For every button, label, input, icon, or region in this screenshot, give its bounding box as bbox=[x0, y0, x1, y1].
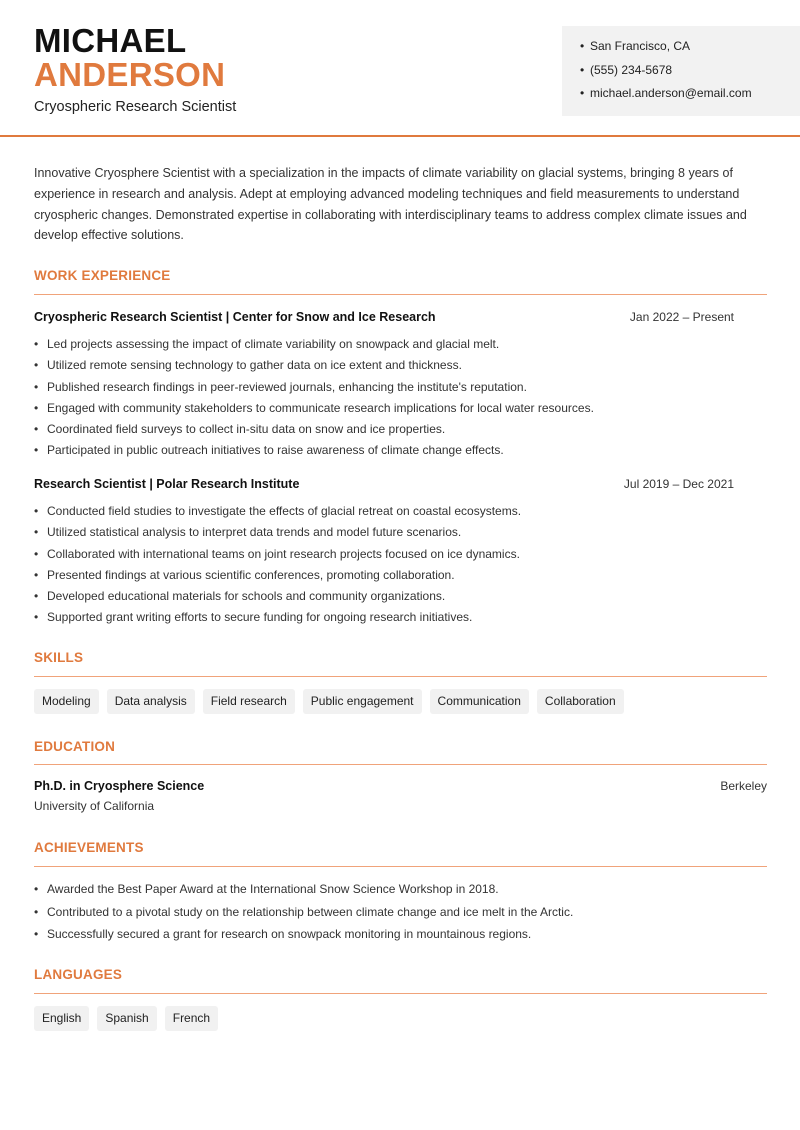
language-chip: Spanish bbox=[97, 1006, 156, 1031]
section-title-languages: LANGUAGES bbox=[34, 967, 123, 982]
list-item: • Coordinated field surveys to collect in-situ data on snow and ice properties. bbox=[34, 421, 774, 442]
education-school: University of California bbox=[34, 799, 155, 813]
resume-header bbox=[0, 0, 800, 137]
section-title-achievements: ACHIEVEMENTS bbox=[34, 840, 144, 855]
list-item: • Engaged with community stakeholders to communicate research implications for local water resources. bbox=[34, 400, 774, 421]
list-item: • Awarded the Best Paper Award at the International Snow Science Workshop in 2018. bbox=[34, 881, 774, 904]
contact-email: • michael.anderson@email.com bbox=[580, 86, 752, 100]
bullet-icon: • bbox=[580, 39, 585, 53]
contact-location: • San Francisco, CA bbox=[580, 39, 691, 53]
first-name: MICHAEL bbox=[34, 22, 187, 59]
skill-chip: Field research bbox=[203, 689, 295, 714]
education-location: Berkeley bbox=[720, 779, 767, 793]
list-item: • Utilized remote sensing technology to gather data on ice extent and thickness. bbox=[34, 357, 774, 378]
section-title-skills: SKILLS bbox=[34, 650, 84, 665]
last-name: ANDERSON bbox=[34, 56, 226, 93]
contact-phone: • (555) 234-5678 bbox=[580, 62, 673, 77]
job-heading: Cryospheric Research Scientist | Center for Snow and Ice Research Jan 2022 – Present bbox=[34, 310, 734, 324]
bullet-icon: • bbox=[580, 86, 585, 100]
skill-chip: Public engagement bbox=[303, 689, 422, 714]
section-divider bbox=[34, 764, 767, 765]
section-divider bbox=[34, 676, 767, 677]
languages-list bbox=[34, 1006, 218, 1031]
list-item: • Led projects assessing the impact of climate variability on snowpack and glacial melt. bbox=[34, 336, 774, 357]
skills-list bbox=[34, 689, 624, 714]
summary: Innovative Cryosphere Scientist with a specialization in the impacts of climate variability on glacial systems, bringing 8 years of experience in research and analysis. Adept at employing advanced modeling techniques and field measurements to understand cryospheric changes. Demonstrated expertise in collaborating with interdisciplinary teams to address complex climate issues and develop effective solutions. bbox=[34, 166, 747, 243]
skill-chip: Communication bbox=[430, 689, 529, 714]
list-item: • Participated in public outreach initiatives to raise awareness of climate change effects. bbox=[34, 442, 774, 463]
list-item: • Successfully secured a grant for research on snowpack monitoring in mountainous regions. bbox=[34, 926, 774, 949]
job-heading: Research Scientist | Polar Research Institute Jul 2019 – Dec 2021 bbox=[34, 477, 734, 491]
achievements-list bbox=[34, 881, 774, 949]
job-bullets bbox=[34, 503, 774, 631]
education-degree: Ph.D. in Cryosphere Science bbox=[34, 779, 205, 793]
skill-chip: Data analysis bbox=[107, 689, 195, 714]
contact-box bbox=[562, 26, 800, 116]
list-item: • Supported grant writing efforts to secure funding for ongoing research initiatives. bbox=[34, 609, 774, 630]
list-item: • Presented findings at various scientific conferences, promoting collaboration. bbox=[34, 567, 774, 588]
job-bullets bbox=[34, 336, 774, 464]
list-item: • Developed educational materials for schools and community organizations. bbox=[34, 588, 774, 609]
section-divider bbox=[34, 866, 767, 867]
list-item: • Utilized statistical analysis to interpret data trends and model future scenarios. bbox=[34, 524, 774, 545]
job-title: Cryospheric Research Scientist bbox=[34, 99, 237, 115]
section-divider bbox=[34, 294, 767, 295]
list-item: • Conducted field studies to investigate the effects of glacial retreat on coastal ecosystems. bbox=[34, 503, 774, 524]
skill-chip: Collaboration bbox=[537, 689, 624, 714]
list-item: • Collaborated with international teams on joint research projects focused on ice dynamics. bbox=[34, 546, 774, 567]
job-dates: Jan 2022 – Present bbox=[629, 310, 734, 324]
list-item: • Contributed to a pivotal study on the relationship between climate change and ice melt in the Arctic. bbox=[34, 904, 774, 927]
job-dates: Jul 2019 – Dec 2021 bbox=[623, 477, 734, 491]
language-chip: French bbox=[165, 1006, 218, 1031]
section-divider bbox=[34, 993, 767, 994]
bullet-icon: • bbox=[580, 62, 585, 77]
skill-chip: Modeling bbox=[34, 689, 99, 714]
section-title-work: WORK EXPERIENCE bbox=[34, 268, 171, 283]
list-item: • Published research findings in peer-reviewed journals, enhancing the institute's reputation. bbox=[34, 379, 774, 400]
language-chip: English bbox=[34, 1006, 89, 1031]
section-title-education: EDUCATION bbox=[34, 739, 116, 754]
